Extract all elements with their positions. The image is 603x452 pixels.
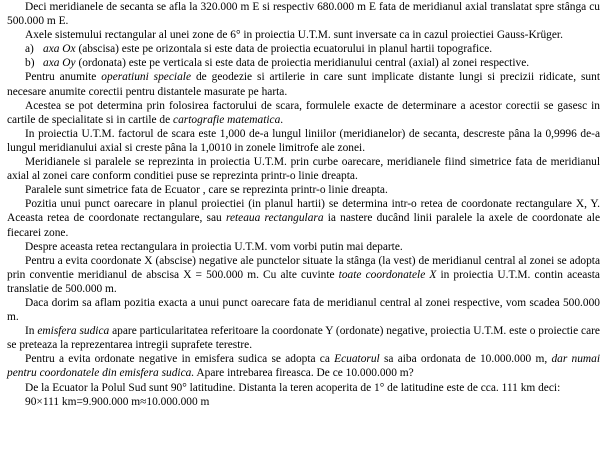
list-text [43,56,600,70]
paragraph-meridians-parallels [7,155,600,183]
text-segment: de geodezie si artilerie in care sunt implicate distante lungi si precizii ridicate, sunt necesare anumite corectii pentru distantele masurate pe harta. [7,71,600,98]
list-item-b [7,56,600,70]
axis-symbol: Oy [62,57,76,70]
text-segment: Paralele sunt simetrice fata de Ecuator , care se reprezinta printr-o linie dreapta. [25,184,388,197]
paragraph-false-easting [7,254,600,296]
list-text [43,42,600,56]
formula-line: 90×111 km=9.900.000 m≈10.000.000 m [25,395,210,408]
text-segment: Pentru anumite [25,71,102,84]
list-label: a) [25,43,34,56]
paragraph-subtract-offset [7,296,600,324]
paragraph-special-operations [7,70,600,98]
text-segment: Axele sistemului rectangular al unei zone de 6° in proiectia U.T.M. sunt inversate ca in cazul proiectiei Gauss-Krüger. [25,29,563,42]
text-segment-italic: reteaua rectangulara [225,212,324,225]
text-segment: . [280,113,284,126]
paragraph-grid-later [7,240,600,254]
text-segment: (abscisa) este pe orizontala si este data de proiectia ecuatorului in planul hartii topografice. [75,43,493,56]
text-segment: Meridianele si paralele se reprezinta in proiectia U.T.M. prin curbe oarecare, meridianele fiind simetrice fata de meridianul axial al zonei care conform conditiei puse se reprezinta printr-o linie dreapta. [7,156,600,183]
text-segment: in proiectia U.T.M. contin aceasta translatie de 500.000 m. [7,268,600,295]
text-segment-italic: emisfera sudica [37,325,110,338]
paragraph-axes-inverted [7,28,600,42]
paragraph-scale-factor-values [7,127,600,155]
text-segment: Pentru a evita coordonate X (abscise) negative ale punctelor situate la stânga (la vest) de meridianul central al zonei se adopta prin conventie meridianul de abscisa X = 500.000 m. Cu alte cuvinte [7,254,600,281]
text-segment: Deci meridianele de secanta se afla la 320.000 m E si respectiv 680.000 m E fata de meridianul axial translatat spre stânga cu 500.000 m E. [7,1,600,28]
paragraph-scale-factor-corrections [7,99,600,127]
text-segment: In proiectia U.T.M. factorul de scara este 1,000 de-a lungul liniilor (meridianelor) de secanta, descreste pâna la 0,9996 de-a lungul meridianului axial si creste pâna la 1,0010 in zonele limitrofe ale zonei. [7,127,600,154]
text-segment: Despre aceasta retea rectangulara in proiectia U.T.M. vom vorbi putin mai departe. [25,240,403,253]
text-segment: Acestea se pot determina prin folosirea factorului de scara, formulele exacte de determinare a acestor corectii se gasesc in cartile de specialitate si in cartile de [7,99,600,126]
text-segment: apare particularitatea referitoare la coordonate Y (ordonate) negative, proiectia U.T.M. este o proiectie care se preteaza la reprezentarea intregii suprafete terestre. [7,325,600,352]
text-segment: sa aiba ordonata de 10.000.000 m, [379,353,552,366]
paragraph-southern-hemisphere [7,324,600,352]
paragraph-rectangular-grid [7,197,600,239]
text-segment: Pentru a evita ordonate negative in emisfera sudica se adopta ca [25,353,335,366]
paragraph-equator-to-pole [7,381,600,395]
text-segment: Pozitia unui punct oarecare in planul proiectiei (in planul hartii) se determina intr-o retea de coordonate rectangulare X, Y. Aceasta retea de coordonate rectangulare, sau [7,198,600,225]
list-label: b) [25,57,35,70]
text-segment: Daca dorim sa aflam pozitia exacta a unui punct oarecare fata de meridianul central al zonei respective, vom scadea 500.000 m. [7,296,600,324]
text-segment-italic: axa [43,43,63,56]
text-segment-italic: axa [43,57,63,70]
text-segment: Apare intrebarea fireasca. De ce 10.000.000 m? [194,367,414,380]
text-segment-italic: operatiuni speciale [101,71,192,84]
text-segment-italic: cartografie matematica [173,113,281,126]
text-segment-italic: dar numai pentru coordonatele din emisfera sudica. [7,353,600,380]
text-segment: De la Ecuator la Polul Sud sunt 90° latitudine. Distanta la teren acoperita de 1° de latitudine este de cca. 111 km deci: [25,381,561,394]
paragraph-false-northing [7,352,600,380]
text-segment: In [25,325,38,338]
text-segment: ia nastere ducând linii paralele la axele de coordonate ale fiecarei zone. [7,212,600,239]
text-segment-italic: toate coordonatele X [338,268,437,281]
axis-symbol: Ox [62,43,76,56]
list-item-a [7,42,600,56]
text-segment: (ordonata) este pe verticala si este data de proiectia meridianului central (axial) al zonei respective. [75,57,530,70]
paragraph-secant-meridians [7,0,600,28]
paragraph-parallels-symmetric [7,183,600,197]
text-segment-italic: Ecuatorul [334,353,380,366]
